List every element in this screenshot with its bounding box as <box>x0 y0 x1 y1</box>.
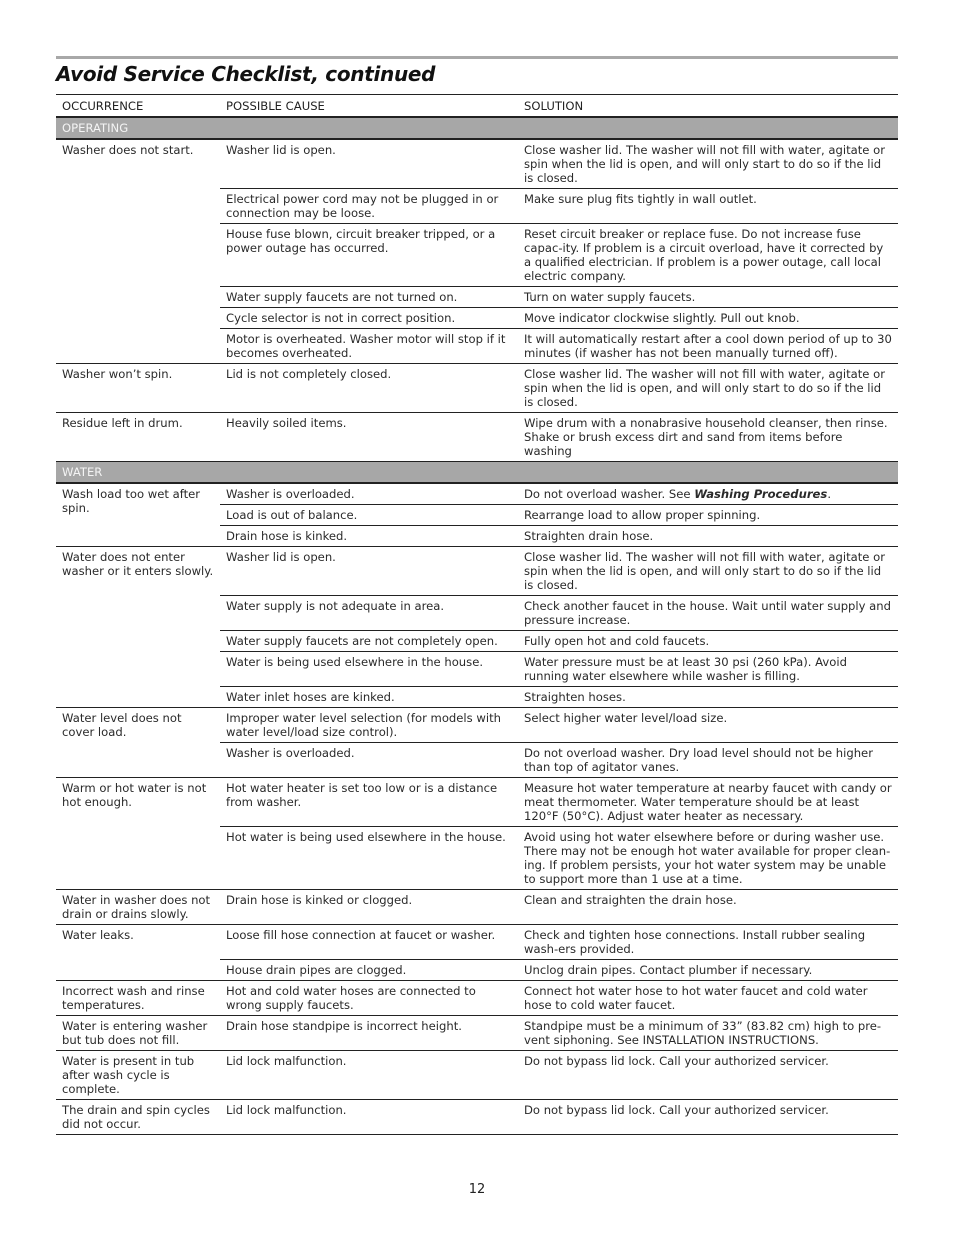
solution-cell: Make sure plug fits tightly in wall outlet. <box>518 189 898 224</box>
cause-cell: Improper water level selection (for models with water level/load size control). <box>220 708 518 743</box>
table-row <box>56 413 898 462</box>
cause-cell: House fuse blown, circuit breaker tripped, or a power outage has occurred. <box>220 224 518 287</box>
occurrence-cell: The drain and spin cycles did not occur. <box>56 1100 220 1135</box>
service-checklist-table <box>56 94 898 1135</box>
cause-cell: Water supply faucets are not completely open. <box>220 631 518 652</box>
table-row <box>56 925 898 960</box>
solution-cell: Do not bypass lid lock. Call your authorized servicer. <box>518 1051 898 1100</box>
section-label: WATER <box>56 462 898 484</box>
cause-cell: Hot and cold water hoses are connected to wrong supply faucets. <box>220 981 518 1016</box>
cause-cell: Washer is overloaded. <box>220 483 518 505</box>
top-rule <box>56 56 898 59</box>
solution-cell: Unclog drain pipes. Contact plumber if necessary. <box>518 960 898 981</box>
solution-cell: Wipe drum with a nonabrasive household cleanser, then rinse. Shake or brush excess dirt and sand from items before washing <box>518 413 898 462</box>
table-row <box>56 1051 898 1100</box>
solution-cell: Fully open hot and cold faucets. <box>518 631 898 652</box>
solution-cell: It will automatically restart after a cool down period of up to 30 minutes (if washer has not been manually turned off). <box>518 329 898 364</box>
occurrence-cell: Warm or hot water is not hot enough. <box>56 778 220 890</box>
page-title: Avoid Service Checklist, continued <box>56 62 436 86</box>
cause-cell: Electrical power cord may not be plugged in or connection may be loose. <box>220 189 518 224</box>
cause-cell: Loose fill hose connection at faucet or washer. <box>220 925 518 960</box>
cause-cell: Water supply faucets are not turned on. <box>220 287 518 308</box>
section-row <box>56 117 898 139</box>
solution-cell: Check and tighten hose connections. Install rubber sealing wash-ers provided. <box>518 925 898 960</box>
occurrence-cell: Wash load too wet after spin. <box>56 483 220 547</box>
cause-cell: Washer is overloaded. <box>220 743 518 778</box>
cause-cell: Hot water is being used elsewhere in the house. <box>220 827 518 890</box>
solution-cell <box>518 483 898 505</box>
section-label: OPERATING <box>56 117 898 139</box>
table-row <box>56 1100 898 1135</box>
solution-cell: Measure hot water temperature at nearby faucet with candy or meat thermometer. Water temperature should be at least 120°F (50°C). Adjust water heater as necessary. <box>518 778 898 827</box>
table-row <box>56 547 898 596</box>
cause-cell: Lid lock malfunction. <box>220 1051 518 1100</box>
occurrence-cell: Water does not enter washer or it enters slowly. <box>56 547 220 708</box>
table-row <box>56 981 898 1016</box>
cause-cell: Lid is not completely closed. <box>220 364 518 413</box>
solution-text: Do not overload washer. See <box>524 487 695 501</box>
cause-cell: Cycle selector is not in correct position. <box>220 308 518 329</box>
table-row <box>56 1016 898 1051</box>
table-row <box>56 778 898 827</box>
section-row <box>56 462 898 484</box>
cause-cell: Drain hose standpipe is incorrect height. <box>220 1016 518 1051</box>
table-row <box>56 890 898 925</box>
solution-cell: Avoid using hot water elsewhere before or during washer use. There may not be enough hot water available for proper clean-ing. If problem persists, your hot water system may be unable to support more than 1 use at a time. <box>518 827 898 890</box>
solution-cell: Clean and straighten the drain hose. <box>518 890 898 925</box>
occurrence-cell: Water in washer does not drain or drains slowly. <box>56 890 220 925</box>
occurrence-cell: Incorrect wash and rinse temperatures. <box>56 981 220 1016</box>
solution-cell: Straighten hoses. <box>518 687 898 708</box>
solution-cell: Check another faucet in the house. Wait until water supply and pressure increase. <box>518 596 898 631</box>
page-number: 12 <box>468 1182 486 1197</box>
occurrence-cell: Water leaks. <box>56 925 220 981</box>
cause-cell: Motor is overheated. Washer motor will stop if it becomes overheated. <box>220 329 518 364</box>
cause-cell: Water is being used elsewhere in the house. <box>220 652 518 687</box>
solution-cell: Close washer lid. The washer will not fill with water, agitate or spin when the lid is open, and will only start to do so if the lid is closed. <box>518 547 898 596</box>
solution-cell: Rearrange load to allow proper spinning. <box>518 505 898 526</box>
occurrence-cell: Water is entering washer but tub does not fill. <box>56 1016 220 1051</box>
cause-cell: Lid lock malfunction. <box>220 1100 518 1135</box>
header-solution: SOLUTION <box>518 95 898 118</box>
solution-cell: Do not overload washer. Dry load level should not be higher than top of agitator vanes. <box>518 743 898 778</box>
solution-reference: Washing Procedures <box>694 487 828 501</box>
solution-cell: Select higher water level/load size. <box>518 708 898 743</box>
solution-cell: Turn on water supply faucets. <box>518 287 898 308</box>
occurrence-cell: Water is present in tub after wash cycle is complete. <box>56 1051 220 1100</box>
cause-cell: Load is out of balance. <box>220 505 518 526</box>
table-row <box>56 708 898 743</box>
cause-cell: House drain pipes are clogged. <box>220 960 518 981</box>
occurrence-cell: Water level does not cover load. <box>56 708 220 778</box>
header-possible-cause: POSSIBLE CAUSE <box>220 95 518 118</box>
solution-cell: Move indicator clockwise slightly. Pull out knob. <box>518 308 898 329</box>
cause-cell: Washer lid is open. <box>220 547 518 596</box>
cause-cell: Water inlet hoses are kinked. <box>220 687 518 708</box>
cause-cell: Water supply is not adequate in area. <box>220 596 518 631</box>
solution-tail: . <box>827 487 832 501</box>
occurrence-cell: Washer won’t spin. <box>56 364 220 413</box>
cause-cell: Hot water heater is set too low or is a distance from washer. <box>220 778 518 827</box>
solution-cell: Close washer lid. The washer will not fill with water, agitate or spin when the lid is open, and will only start to do so if the lid is closed. <box>518 364 898 413</box>
occurrence-cell: Residue left in drum. <box>56 413 220 462</box>
table-row <box>56 139 898 189</box>
table-row <box>56 483 898 505</box>
solution-cell: Water pressure must be at least 30 psi (260 kPa). Avoid running water elsewhere while washer is filling. <box>518 652 898 687</box>
occurrence-cell: Washer does not start. <box>56 139 220 364</box>
solution-cell: Connect hot water hose to hot water faucet and cold water hose to cold water faucet. <box>518 981 898 1016</box>
table-body <box>56 117 898 1135</box>
table-row <box>56 364 898 413</box>
header-occurrence: OCCURRENCE <box>56 95 220 118</box>
solution-cell: Standpipe must be a minimum of 33” (83.82 cm) high to pre-vent siphoning. See INSTALLATION INSTRUCTIONS. <box>518 1016 898 1051</box>
table-header-row <box>56 95 898 118</box>
solution-cell: Reset circuit breaker or replace fuse. Do not increase fuse capac-ity. If problem is a circuit overload, have it corrected by a qualified electrician. If problem is a power outage, call local electric company. <box>518 224 898 287</box>
cause-cell: Drain hose is kinked. <box>220 526 518 547</box>
cause-cell: Washer lid is open. <box>220 139 518 189</box>
solution-cell: Do not bypass lid lock. Call your authorized servicer. <box>518 1100 898 1135</box>
cause-cell: Drain hose is kinked or clogged. <box>220 890 518 925</box>
solution-cell: Straighten drain hose. <box>518 526 898 547</box>
solution-cell: Close washer lid. The washer will not fill with water, agitate or spin when the lid is open, and will only start to do so if the lid is closed. <box>518 139 898 189</box>
cause-cell: Heavily soiled items. <box>220 413 518 462</box>
